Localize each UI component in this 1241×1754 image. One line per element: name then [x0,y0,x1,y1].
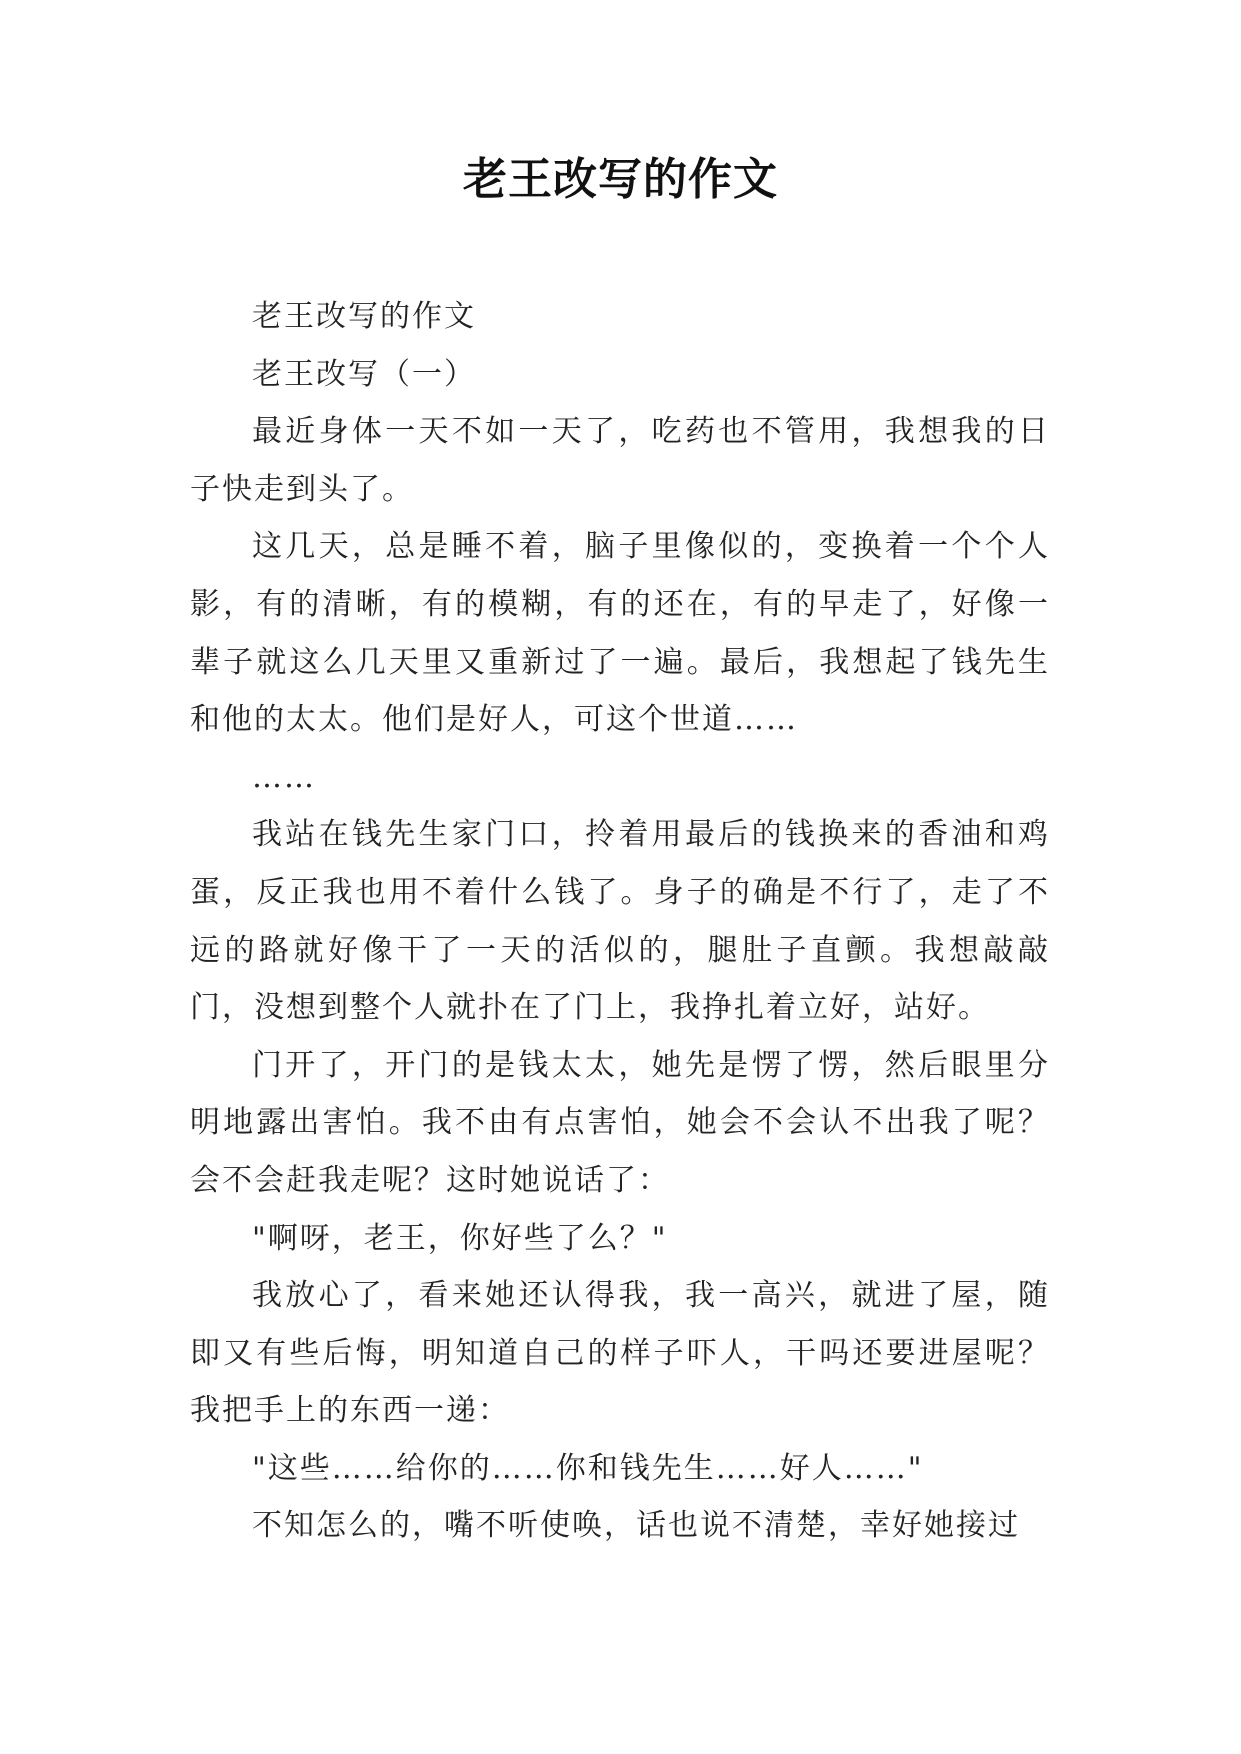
paragraph: 我放心了，看来她还认得我，我一高兴，就进了屋，随即又有些后悔，明知道自己的样子吓人，干吗还要进屋呢？我把手上的东西一递： [190,1278,1050,1429]
document-title: 老王改写的作文 [463,154,778,205]
paragraph: "这些……给你的……你和钱先生……好人……" [252,1450,924,1486]
paragraph: 这几天，总是睡不着，脑子里像似的，变换着一个个人影，有的清晰，有的模糊，有的还在，有的早走了，好像一辈子就这么几天里又重新过了一遍。最后，我想起了钱先生和他的太太。他们是好人，可这个世道…… [190,529,1050,738]
paragraph: 最近身体一天不如一天了，吃药也不管用，我想我的日子快走到头了。 [190,414,1050,507]
paragraph: 不知怎么的，嘴不听使唤，话也说不清楚，幸好她接过 [252,1508,1020,1544]
paragraph: 老王改写的作文 [252,299,476,334]
paragraph: 门开了，开门的是钱太太，她先是愣了愣，然后眼里分明地露出害怕。我不由有点害怕，她会不会认不出我了呢？会不会赶我走呢？这时她说话了： [190,1047,1050,1198]
paragraph: 老王改写（一） [252,356,476,392]
paragraph: "啊呀，老王，你好些了么？" [252,1220,668,1256]
document-body [190,288,1050,1555]
paragraph: 我站在钱先生家门口，拎着用最后的钱换来的香油和鸡蛋，反正我也用不着什么钱了。身子的确是不行了，走了不远的路就好像干了一天的活似的，腿肚子直颤。我想敲敲门，没想到整个人就扑在了门上，我挣扎着立好，站好。 [190,817,1050,1026]
paragraph: …… [252,759,316,795]
